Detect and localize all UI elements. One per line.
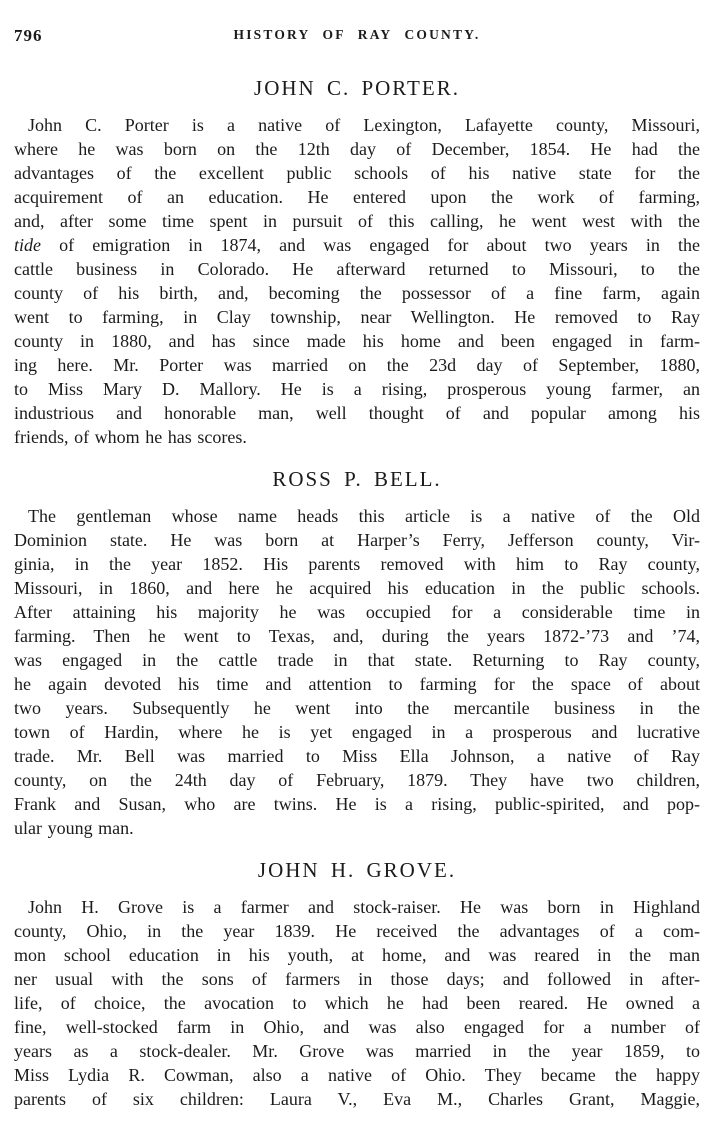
- text-line: to Miss Mary D. Mallory. He is a rising, prosperous young farmer, an: [14, 379, 700, 399]
- italic-text: tide: [14, 235, 41, 255]
- text-line: friends, of whom he has scores.: [14, 427, 247, 447]
- text-line: county, Ohio, in the year 1839. He received the advantages of a com-: [14, 921, 700, 941]
- text-line: John C. Porter is a native of Lexington, Lafayette county, Missouri,: [28, 115, 700, 135]
- text-line: trade. Mr. Bell was married to Miss Ella Johnson, a native of Ray: [14, 746, 700, 766]
- text-line: farming. Then he went to Texas, and, during the years 1872-’73 and ’74,: [14, 626, 700, 646]
- text-line: ner usual with the sons of farmers in those days; and followed in after-: [14, 969, 700, 989]
- section-heading: ROSS P. BELL.: [272, 467, 442, 491]
- text-line: acquirement of an education. He entered upon the work of farming,: [14, 187, 700, 207]
- text-segment: of emigration in 1874, and was engaged for about two years in the: [41, 235, 700, 255]
- text-line: Dominion state. He was born at Harper’s Ferry, Jefferson county, Vir-: [14, 530, 700, 550]
- text-line: years as a stock-dealer. Mr. Grove was married in the year 1859, to: [14, 1041, 700, 1061]
- text-line: The gentleman whose name heads this article is a native of the Old: [28, 506, 700, 526]
- text-line: and, after some time spent in pursuit of this calling, he went west with the: [14, 211, 700, 231]
- paragraph: [14, 113, 700, 449]
- running-title: HISTORY OF RAY COUNTY.: [233, 27, 481, 42]
- section-heading: JOHN C. PORTER.: [254, 76, 460, 100]
- text-line: Frank and Susan, who are twins. He is a rising, public-spirited, and pop-: [14, 794, 700, 814]
- text-line: Missouri, in 1860, and here he acquired his education in the public schools.: [14, 578, 700, 598]
- text-line: he again devoted his time and attention to farming for the space of about: [14, 674, 700, 694]
- text-line: where he was born on the 12th day of December, 1854. He had the: [14, 139, 700, 159]
- text-line: was engaged in the cattle trade in that state. Returning to Ray county,: [14, 650, 700, 670]
- biography-section: [14, 467, 700, 840]
- page-header: [14, 26, 700, 46]
- text-line: industrious and honorable man, well thought of and popular among his: [14, 403, 700, 423]
- text-line: Miss Lydia R. Cowman, also a native of Ohio. They became the happy: [14, 1065, 700, 1085]
- page-number: 796: [14, 26, 43, 45]
- text-line: John H. Grove is a farmer and stock-raiser. He was born in Highland: [28, 897, 700, 917]
- text-line: county in 1880, and has since made his home and been engaged in farm-: [14, 331, 700, 351]
- text-line: [14, 233, 700, 257]
- page-content: [14, 76, 700, 1111]
- section-heading: JOHN H. GROVE.: [257, 858, 457, 882]
- paragraph: [14, 504, 700, 840]
- text-line: After attaining his majority he was occupied for a considerable time in: [14, 602, 700, 622]
- text-line: advantages of the excellent public schools of his native state for the: [14, 163, 700, 183]
- text-line: county of his birth, and, becoming the possessor of a fine farm, again: [14, 283, 700, 303]
- text-line: went to farming, in Clay township, near Wellington. He removed to Ray: [14, 307, 700, 327]
- text-line: town of Hardin, where he is yet engaged in a prosperous and lucrative: [14, 722, 700, 742]
- text-line: ginia, in the year 1852. His parents removed with him to Ray county,: [14, 554, 700, 574]
- biography-section: [14, 76, 700, 449]
- text-line: ing here. Mr. Porter was married on the 23d day of September, 1880,: [14, 355, 700, 375]
- text-line: mon school education in his youth, at home, and was reared in the man: [14, 945, 700, 965]
- text-line: life, of choice, the avocation to which he had been reared. He owned a: [14, 993, 700, 1013]
- biography-section: [14, 858, 700, 1111]
- text-line: fine, well-stocked farm in Ohio, and was also engaged for a number of: [14, 1017, 700, 1037]
- text-line: two years. Subsequently he went into the mercantile business in the: [14, 698, 700, 718]
- text-line: parents of six children: Laura V., Eva M., Charles Grant, Maggie,: [14, 1089, 700, 1109]
- paragraph: [14, 895, 700, 1111]
- text-line: county, on the 24th day of February, 1879. They have two children,: [14, 770, 700, 790]
- text-line: ular young man.: [14, 818, 134, 838]
- text-line: cattle business in Colorado. He afterward returned to Missouri, to the: [14, 259, 700, 279]
